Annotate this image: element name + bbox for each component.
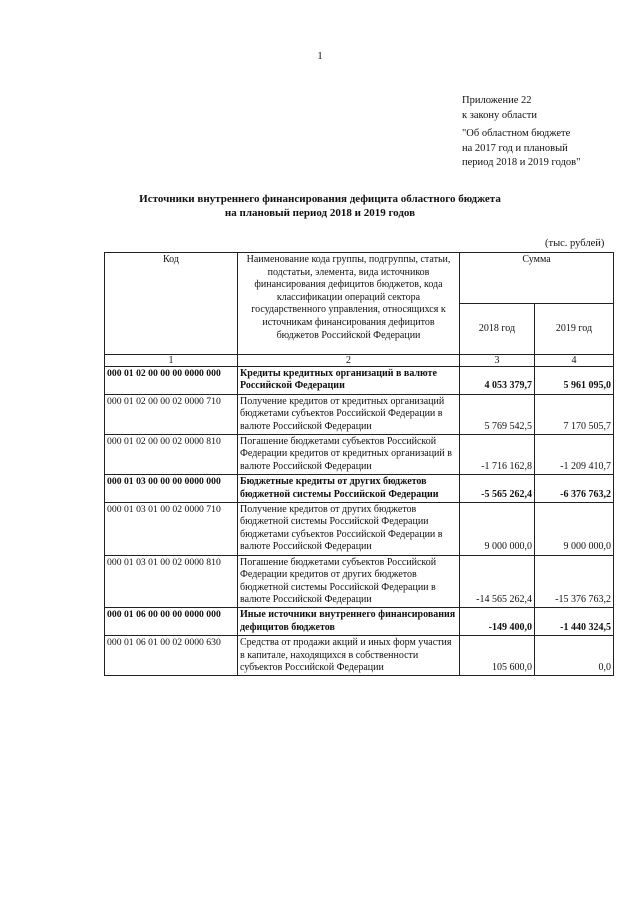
row-amount-2018: 4 053 379,7: [460, 367, 535, 395]
row-amount-2018: -5 565 262,4: [460, 475, 535, 503]
table-row: [105, 555, 614, 608]
column-number-2: 2: [238, 355, 460, 367]
row-name: Иные источники внутреннего финансирования дефицитов бюджетов: [238, 608, 460, 636]
row-code: 000 01 03 00 00 00 0000 000: [105, 475, 238, 503]
table-row: [105, 503, 614, 556]
row-amount-2019: -1 209 410,7: [535, 435, 614, 475]
row-code: 000 01 06 01 00 02 0000 630: [105, 636, 238, 676]
title-line-2: на плановый период 2018 и 2019 годов: [224, 207, 416, 219]
row-name: Кредиты кредитных организаций в валюте Российской Федерации: [238, 367, 460, 395]
column-number-4: 4: [535, 355, 614, 367]
row-code: 000 01 02 00 00 00 0000 000: [105, 367, 238, 395]
row-name: Бюджетные кредиты от других бюджетов бюджетной системы Российской Федерации: [238, 475, 460, 503]
financing-sources-table: [104, 252, 614, 676]
annex-line-2: к закону области: [462, 109, 537, 121]
header-code: Код: [105, 253, 238, 355]
title-line-1: Источники внутреннего финансирования дефицита областного бюджета: [139, 193, 501, 205]
row-amount-2018: -1 716 162,8: [460, 435, 535, 475]
row-amount-2018: 5 769 542,5: [460, 394, 535, 434]
row-amount-2018: 9 000 000,0: [460, 503, 535, 556]
annex-line-1: Приложение 22: [462, 95, 532, 106]
row-amount-2018: -14 565 262,4: [460, 555, 535, 608]
annex-line-3: "Об областном бюджете: [462, 128, 571, 139]
table-row: [105, 608, 614, 636]
header-name: Наименование кода группы, подгруппы, статьи, подстатьи, элемента, вида источников финансирования дефицитов бюджетов, кода классификации операций сектора государственного управления, относящихся к источникам финансирования дефицитов бюджетов Российской Федерации: [238, 253, 460, 355]
column-number-1: 1: [105, 355, 238, 367]
row-code: 000 01 02 00 00 02 0000 710: [105, 394, 238, 434]
unit-label: (тыс. рублей): [545, 238, 605, 249]
header-year-2019: 2019 год: [535, 304, 614, 355]
table-row: [105, 394, 614, 434]
row-name: Получение кредитов от кредитных организаций бюджетами субъектов Российской Федерации в валюте Российской Федерации: [238, 394, 460, 434]
table-row: [105, 636, 614, 676]
row-amount-2018: 105 600,0: [460, 636, 535, 676]
column-number-3: 3: [460, 355, 535, 367]
table-row: [105, 367, 614, 395]
row-amount-2019: 5 961 095,0: [535, 367, 614, 395]
document-title: [0, 192, 640, 220]
table-row: [105, 435, 614, 475]
annex-line-5: период 2018 и 2019 годов": [462, 157, 581, 168]
row-name: Средства от продажи акций и иных форм участия в капитале, находящихся в собственности субъектов Российской Федерации: [238, 636, 460, 676]
row-name: Получение кредитов от других бюджетов бюджетной системы Российской Федерации бюджетами субъектов Российской Федерации в валюте Российской Федерации: [238, 503, 460, 556]
row-name: Погашение бюджетами субъектов Российской Федерации кредитов от кредитных организаций в валюте Российской Федерации: [238, 435, 460, 475]
row-code: 000 01 03 01 00 02 0000 710: [105, 503, 238, 556]
row-amount-2019: 7 170 505,7: [535, 394, 614, 434]
annex-line-4: на 2017 год и плановый: [462, 142, 568, 154]
row-code: 000 01 02 00 00 02 0000 810: [105, 435, 238, 475]
table-row: [105, 475, 614, 503]
row-amount-2019: -1 440 324,5: [535, 608, 614, 636]
page-number: 1: [317, 50, 323, 62]
row-amount-2018: -149 400,0: [460, 608, 535, 636]
row-name: Погашение бюджетами субъектов Российской Федерации кредитов от других бюджетов бюджетной системы Российской Федерации в валюте Российской Федерации: [238, 555, 460, 608]
header-sum: Сумма: [460, 253, 614, 304]
row-amount-2019: -15 376 763,2: [535, 555, 614, 608]
row-amount-2019: 0,0: [535, 636, 614, 676]
header-year-2018: 2018 год: [460, 304, 535, 355]
row-code: 000 01 06 00 00 00 0000 000: [105, 608, 238, 636]
annex-block: [462, 94, 580, 171]
row-amount-2019: 9 000 000,0: [535, 503, 614, 556]
row-code: 000 01 03 01 00 02 0000 810: [105, 555, 238, 608]
row-amount-2019: -6 376 763,2: [535, 475, 614, 503]
